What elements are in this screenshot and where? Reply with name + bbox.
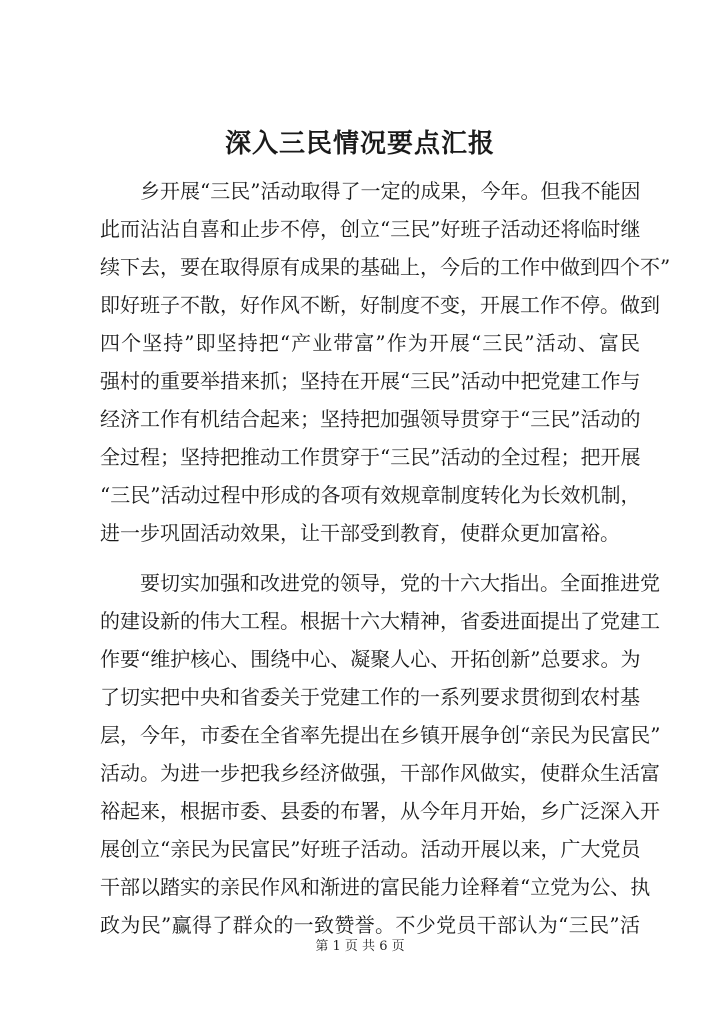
text-line: 的建设新的伟大工程。根据十六大精神，省委进面提出了党建工	[100, 609, 660, 633]
text-line: 要切实加强和改进党的领导，党的十六大指出。全面推进党	[140, 571, 660, 595]
text-line: 政为民”赢得了群众的一致赞誉。不少党员干部认为“三民”活	[100, 913, 640, 937]
text-line: 四个坚持”即坚持把“产业带富”作为开展“三民”活动、富民	[100, 331, 640, 355]
text-line: 了切实把中央和省委关于党建工作的一系列要求贯彻到农村基	[100, 685, 640, 709]
text-line: 经济工作有机结合起来；坚持把加强领导贯穿于“三民”活动的	[100, 407, 641, 431]
document-title: 深入三民情况要点汇报	[224, 129, 495, 159]
text-line: 进一步巩固活动效果，让干部受到教育，使群众更加富裕。	[100, 521, 620, 545]
text-line: 展创立“亲民为民富民”好班子活动。活动开展以来，广大党员	[100, 837, 641, 861]
paragraph-gap	[100, 552, 640, 564]
paragraph-1	[100, 172, 671, 552]
text-line: “三民”活动过程中形成的各项有效规章制度转化为长效机制，	[100, 483, 641, 507]
document-body	[100, 172, 671, 944]
text-line: 全过程；坚持把推动工作贯穿于“三民”活动的全过程；把开展	[100, 445, 641, 469]
text-line: 干部以踏实的亲民作风和渐进的富民能力诠释着“立党为公、执	[100, 875, 651, 899]
text-line: 即好班子不散，好作风不断，好制度不变，开展工作不停。做到	[100, 293, 660, 317]
text-line: 乡开展“三民”活动取得了一定的成果，今年。但我不能因	[140, 179, 641, 203]
text-line: 层，今年，市委在全省率先提出在乡镇开展争创“亲民为民富民”	[100, 723, 661, 747]
text-line: 裕起来，根据市委、县委的布署，从今年月开始，乡广泛深入开	[100, 799, 660, 823]
text-line: 续下去，要在取得原有成果的基础上，今后的工作中做到四个不”	[100, 255, 671, 279]
text-line: 此而沾沾自喜和止步不停，创立“三民”好班子活动还将临时继	[100, 217, 641, 241]
text-line: 活动。为进一步把我乡经济做强，干部作风做实，使群众生活富	[100, 761, 660, 785]
text-line: 作要“维护核心、围绕中心、凝聚人心、开拓创新”总要求。为	[100, 647, 641, 671]
page-footer: 第 1 页 共 6 页	[315, 939, 405, 954]
paragraph-2	[100, 564, 661, 944]
text-line: 强村的重要举措来抓；坚持在开展“三民”活动中把党建工作与	[100, 369, 641, 393]
